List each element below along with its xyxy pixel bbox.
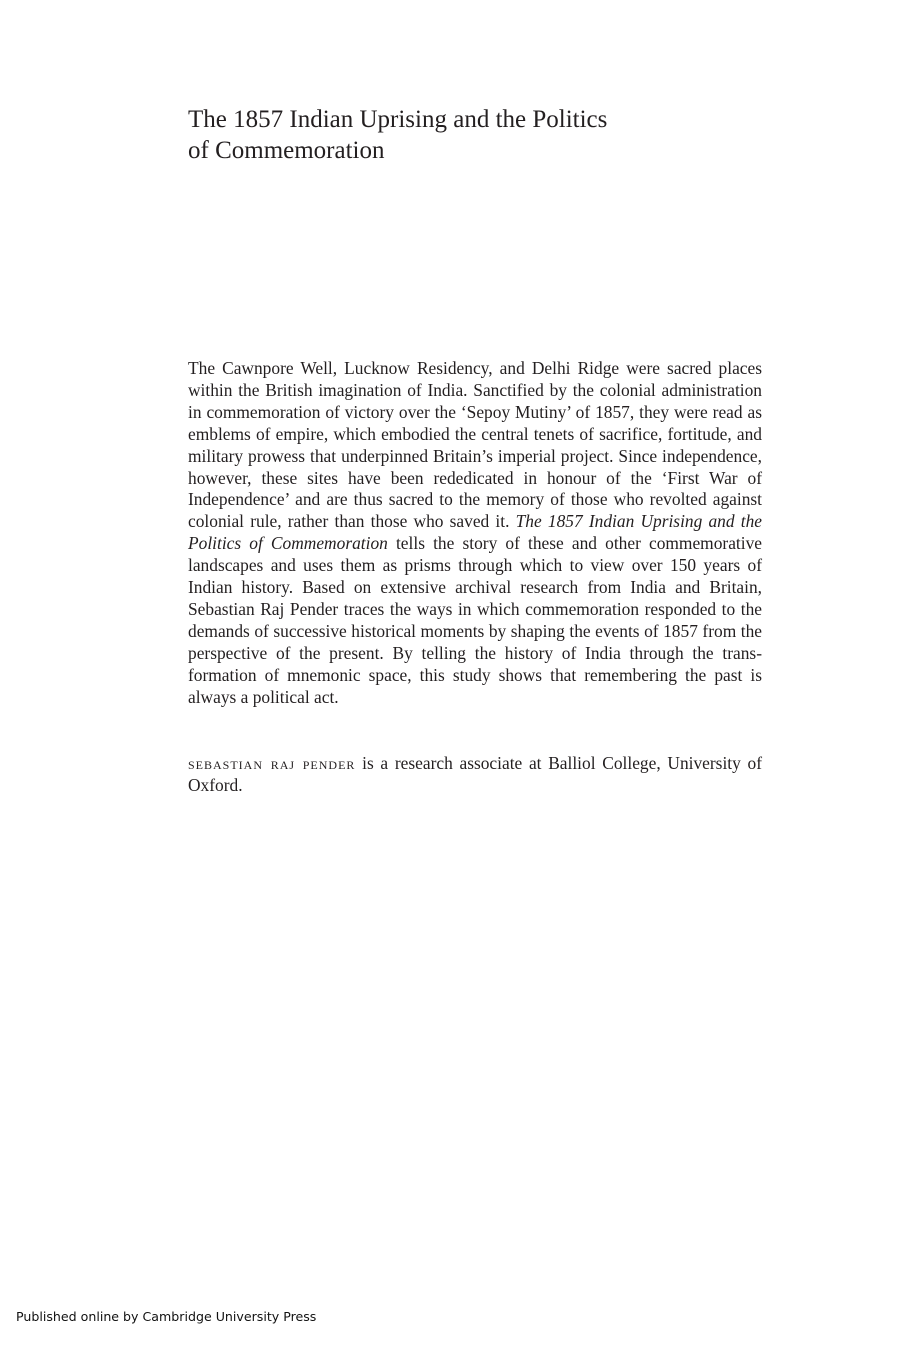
author-bio (188, 753, 762, 797)
book-title-line-2: of Commemoration (188, 137, 385, 164)
author-name: sebastian raj pender (188, 753, 356, 773)
book-title-line-1: The 1857 Indian Uprising and the Politics (188, 106, 608, 133)
book-title (188, 104, 708, 166)
book-description (188, 358, 762, 709)
description-text-body: tells the story of these and other commemorative landscapes and uses them as prisms through which to view over 150 years of Indian history. Based on extensive archival research from India and Britain, Sebastian Raj Pender traces the ways in which commemoration responded to the demands of successive historical moments by shaping the events of 1857 from the perspective of the present. By telling the history of India through the transformation of mnemonic space, this study shows that remembering the past is always a political act. (188, 533, 762, 707)
author-bio-text: is a research associate at Balliol College, University of Oxford. (188, 753, 762, 795)
description-title-reference: The 1857 Indian Uprising and the Politics of Commemoration (188, 511, 762, 554)
publisher-footer: Published online by Cambridge University Press (16, 1309, 317, 1324)
description-text-intro: The Cawnpore Well, Lucknow Residency, and Delhi Ridge were sacred places within the British imagination of India. Sanctified by the colonial administration in commemoration of victory over the ‘Sepoy Mutiny’ of 1857, they were read as emblems of empire, which embodied the central tenets of sacrifice, fortitude, and military prowess that underpinned Britain’s imperial project. Since independence, however, these sites have been rededicated in honour of the ‘First War of Independence’ and are thus sacred to the memory of those who revolted against colonial rule, rather than those who saved it. (188, 358, 762, 532)
